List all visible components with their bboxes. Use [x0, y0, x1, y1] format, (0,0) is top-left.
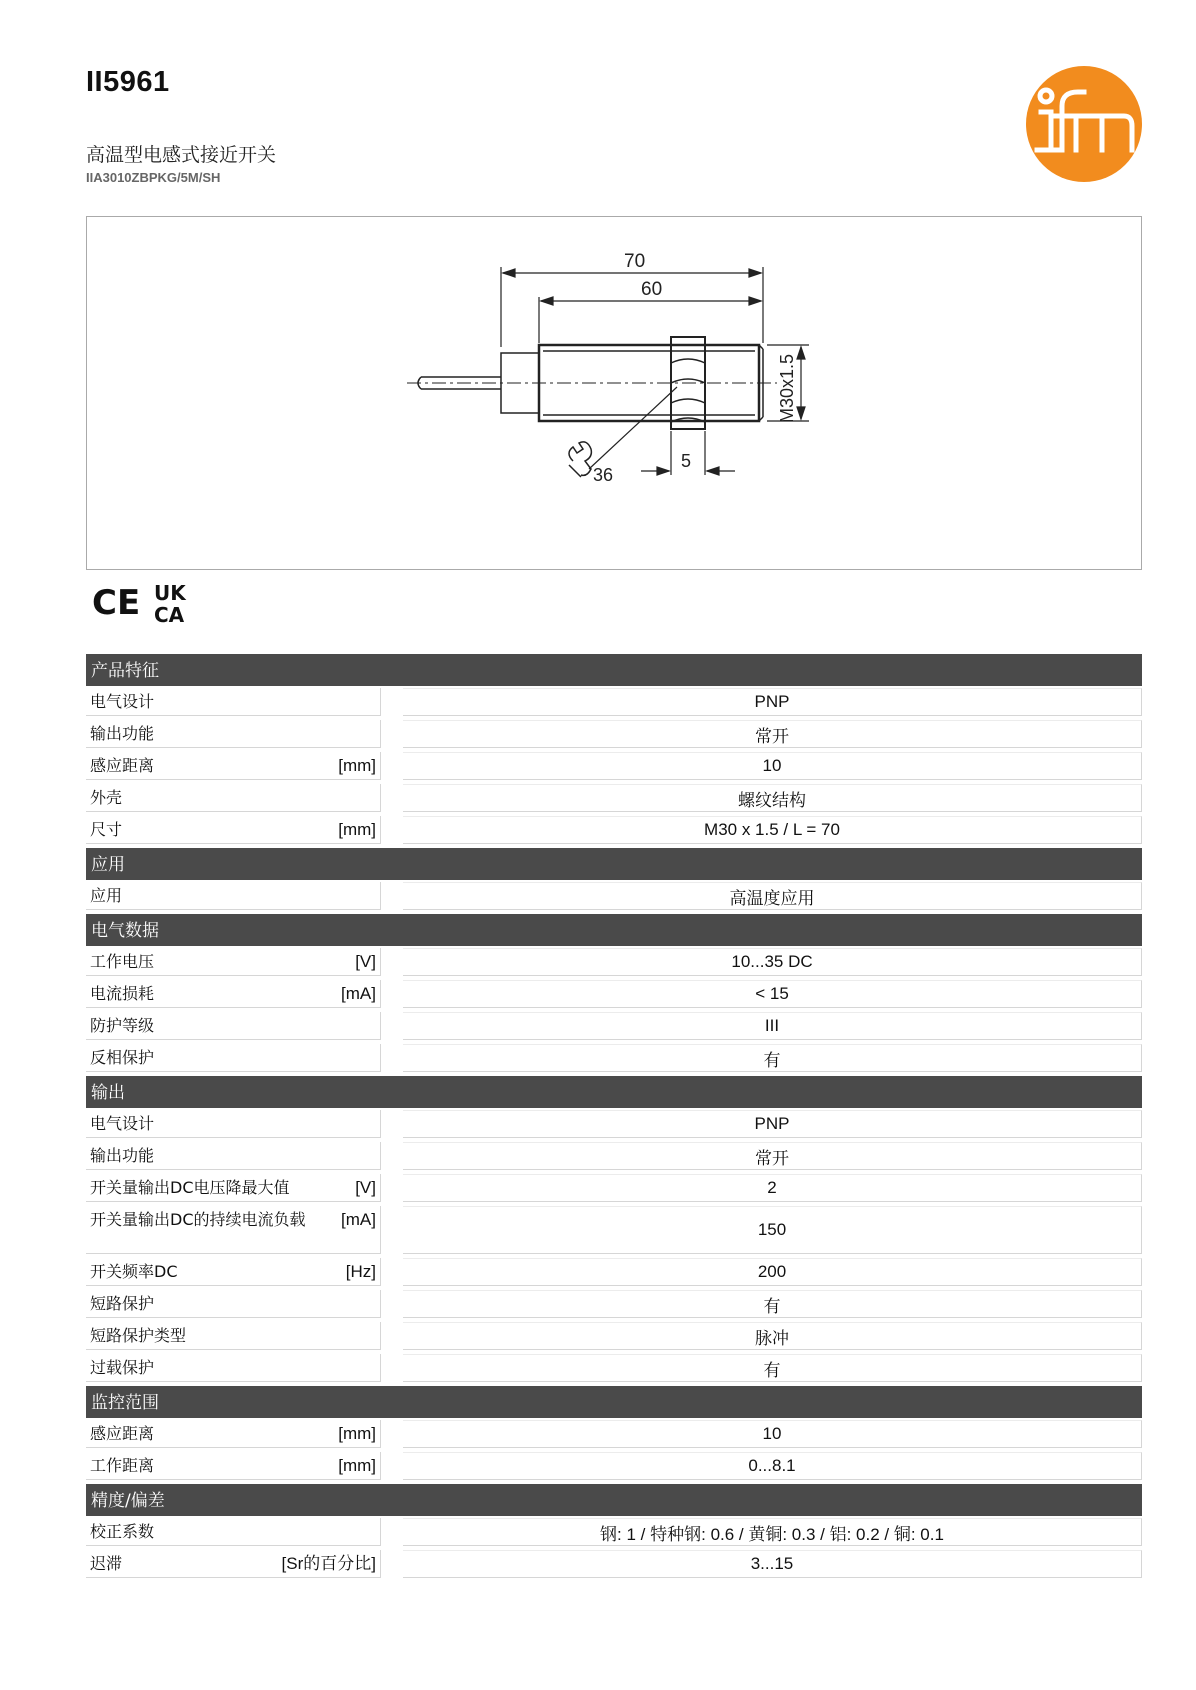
table-row: [86, 816, 1142, 844]
table-row: [86, 688, 1142, 716]
row-label: 感应距离: [90, 756, 155, 775]
certification-marks: [92, 578, 212, 628]
row-label: 感应距离: [90, 1424, 155, 1443]
row-unit: [V]: [355, 1178, 376, 1197]
table-row: [86, 1110, 1142, 1138]
table-row: [86, 1420, 1142, 1448]
section-header: 应用: [86, 848, 1142, 880]
wrench-icon: [569, 442, 591, 477]
table-row: [86, 1174, 1142, 1202]
svg-text:CE: CE: [92, 583, 141, 623]
table-row: [86, 784, 1142, 812]
table-row: [86, 1550, 1142, 1578]
table-row: [86, 980, 1142, 1008]
table-row: [86, 948, 1142, 976]
table-row: [86, 882, 1142, 910]
row-label: 外壳: [90, 788, 123, 807]
row-label: 电流损耗: [90, 984, 155, 1003]
table-row: [86, 1290, 1142, 1318]
product-subtitle: 高温型电感式接近开关: [86, 144, 277, 166]
ifm-logo-icon: [1024, 64, 1144, 184]
table-row: [86, 1142, 1142, 1170]
row-label: 反相保护: [90, 1048, 155, 1067]
svg-text:UK: UK: [154, 581, 186, 605]
section-header: 监控范围: [86, 1386, 1142, 1418]
row-value: 常开: [403, 720, 1142, 748]
row-value: 脉冲: [403, 1322, 1142, 1350]
row-value: 0...8.1: [403, 1452, 1142, 1480]
table-row: [86, 1258, 1142, 1286]
row-label: 开关量输出DC电压降最大值: [90, 1178, 290, 1197]
row-value: 10: [403, 1420, 1142, 1448]
row-unit: [Sr的百分比]: [281, 1554, 376, 1573]
row-value: PNP: [403, 688, 1142, 716]
row-value: 10: [403, 752, 1142, 780]
section-header: 精度/偏差: [86, 1484, 1142, 1516]
row-value: 有: [403, 1354, 1142, 1382]
row-unit: [Hz]: [345, 1262, 376, 1281]
dim-wrench-label: 36: [593, 465, 614, 485]
table-row: [86, 1012, 1142, 1040]
row-unit: [mm]: [338, 820, 376, 839]
section-header: 电气数据: [86, 914, 1142, 946]
row-label: 输出功能: [90, 1146, 155, 1165]
row-value: PNP: [403, 1110, 1142, 1138]
row-value: 螺纹结构: [403, 784, 1142, 812]
dimension-drawing: [86, 216, 1142, 570]
row-value: III: [403, 1012, 1142, 1040]
ce-mark-icon: [92, 583, 140, 623]
row-value: 钢: 1 / 特种钢: 0.6 / 黄铜: 0.3 / 铝: 0.2 / 铜: 0.1: [403, 1518, 1142, 1546]
table-row: [86, 1354, 1142, 1382]
row-unit: [mm]: [338, 756, 376, 775]
row-label: 短路保护: [90, 1294, 155, 1313]
row-value: 10...35 DC: [403, 948, 1142, 976]
dim-total-label: 70: [624, 251, 646, 272]
product-code: IIA3010ZBPKG/5M/SH: [86, 170, 221, 185]
row-unit: [V]: [355, 952, 376, 971]
row-label: 迟滞: [90, 1554, 123, 1573]
row-value: 3...15: [403, 1550, 1142, 1578]
row-label: 开关频率DC: [90, 1262, 178, 1281]
row-label: 校正系数: [90, 1522, 155, 1541]
row-label: 输出功能: [90, 724, 155, 743]
row-value: 150: [403, 1206, 1142, 1254]
row-unit: [mm]: [338, 1456, 376, 1475]
row-value: 有: [403, 1044, 1142, 1072]
row-unit: [mA]: [341, 984, 376, 1003]
dim-nut-label: 5: [681, 451, 692, 471]
row-value: 常开: [403, 1142, 1142, 1170]
row-label: 防护等级: [90, 1016, 155, 1035]
row-unit: [mm]: [338, 1424, 376, 1443]
table-row: [86, 1044, 1142, 1072]
row-unit: [mA]: [341, 1210, 376, 1229]
section-header: 产品特征: [86, 654, 1142, 686]
row-label: 开关量输出DC的持续电流负载: [90, 1210, 306, 1229]
row-label: 过载保护: [90, 1358, 155, 1377]
row-value: 有: [403, 1290, 1142, 1318]
row-label: 电气设计: [90, 1114, 155, 1133]
row-value: M30 x 1.5 / L = 70: [403, 816, 1142, 844]
row-label: 电气设计: [90, 692, 155, 711]
table-row: [86, 1518, 1142, 1546]
row-label: 短路保护类型: [90, 1326, 187, 1345]
table-row: [86, 1452, 1142, 1480]
dim-thread-size-label: M30x1.5: [777, 353, 797, 423]
row-value: < 15: [403, 980, 1142, 1008]
ukca-mark-icon: [154, 581, 187, 627]
svg-text:CA: CA: [154, 603, 185, 627]
row-label: 工作电压: [90, 952, 155, 971]
row-label: 尺寸: [90, 820, 123, 839]
row-value: 高温度应用: [403, 882, 1142, 910]
dim-thread-label: 60: [641, 279, 663, 300]
section-header: 输出: [86, 1076, 1142, 1108]
row-value: 200: [403, 1258, 1142, 1286]
spec-table: [86, 654, 1142, 1582]
product-title: II5961: [86, 66, 170, 98]
table-row: [86, 1322, 1142, 1350]
row-value: 2: [403, 1174, 1142, 1202]
row-label: 应用: [90, 886, 123, 905]
row-label: 工作距离: [90, 1456, 155, 1475]
table-row: [86, 1206, 1142, 1254]
table-row: [86, 752, 1142, 780]
table-row: [86, 720, 1142, 748]
